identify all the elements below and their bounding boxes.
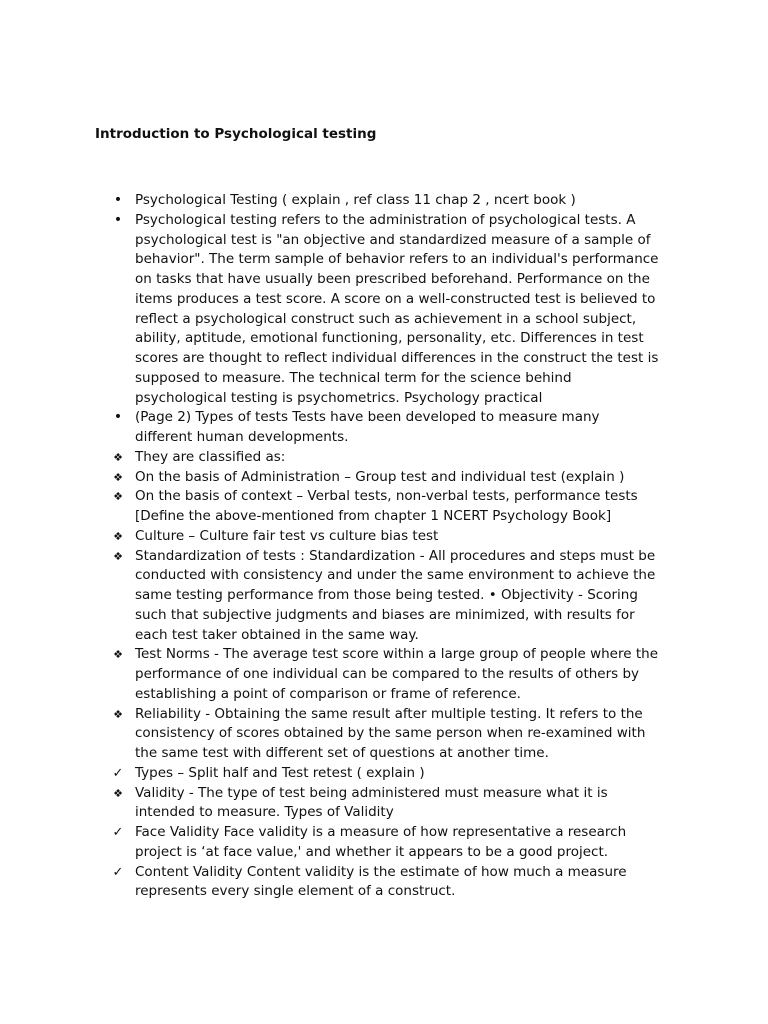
list-item-line: Reliability - Obtaining the same result after multiple testing. It refers to the (135, 705, 643, 722)
diamond-bullet-icon: ❖ (113, 470, 123, 484)
checkmark-icon: ✓ (112, 765, 124, 781)
bullet-icon: • (113, 409, 123, 426)
list-item-line: different human developments. (135, 429, 349, 445)
list-item (0, 448, 680, 468)
bullet-icon: • (113, 192, 123, 208)
list-item-line: psychological test is "an objective and standardized measure of a sample of (135, 231, 651, 248)
list-item-line: Psychological Testing ( explain , ref class 11 chap 2 , ncert book ) (135, 192, 576, 208)
diamond-bullet-icon: ❖ (113, 490, 123, 504)
list-item-line: On the basis of context – Verbal tests, non-verbal tests, performance tests (135, 488, 638, 505)
list-item-line: same testing performance from those being tested. • Objectivity - Scoring (135, 587, 638, 603)
list-item (0, 191, 680, 211)
list-item-line: conducted with consistency and under the same environment to achieve the (135, 567, 656, 584)
list-item-line: Psychological testing refers to the administration of psychological tests. A (135, 211, 636, 228)
list-item-line: Validity - The type of test being administered must measure what it is (135, 784, 608, 801)
list-item-line: scores are thought to reflect individual differences in the construct the test is (135, 350, 659, 366)
list-item-line: behavior". The term sample of behavior refers to an individual's performance (135, 251, 659, 268)
list-item-line: supposed to measure. The technical term for the science behind (135, 369, 572, 386)
list-item-line: performance of one individual can be compared to the results of others by (135, 666, 640, 682)
bullet-list (0, 191, 768, 902)
list-item-line: on tasks that have usually been prescribed beforehand. Performance on the (135, 271, 650, 287)
list-item (0, 863, 680, 903)
list-item-line: intended to measure. Types of Validity (135, 804, 394, 821)
list-item (0, 487, 680, 527)
bullet-icon: • (113, 211, 123, 228)
diamond-bullet-icon: ❖ (113, 648, 123, 662)
list-item-line: consistency of scores obtained by the same person when re-examined with (135, 725, 646, 742)
list-item-line: each test taker obtained in the same way. (135, 626, 419, 643)
list-item-line: reflect a psychological construct such as achievement in a school subject, (135, 310, 637, 327)
list-item-line: Test Norms - The average test score within a large group of people where the (135, 646, 658, 663)
diamond-bullet-icon: ❖ (113, 450, 123, 464)
list-item-line: ability, aptitude, emotional functioning, personality, etc. Differences in test (135, 330, 644, 347)
list-item-line: Types – Split half and Test retest ( explain ) (135, 764, 425, 781)
list-item (0, 645, 680, 704)
document-title: Introduction to Psychological testing (95, 126, 377, 142)
diamond-bullet-icon: ❖ (113, 549, 123, 563)
list-item-line: Culture – Culture fair test vs culture bias test (135, 527, 439, 544)
checkmark-icon: ✓ (112, 825, 124, 840)
list-item-line: Standardization of tests : Standardization - All procedures and steps must be (135, 547, 656, 564)
diamond-bullet-icon: ❖ (113, 786, 123, 800)
diamond-bullet-icon: ❖ (113, 529, 123, 543)
list-item-line: On the basis of Administration – Group test and individual test (explain ) (135, 468, 625, 485)
list-item-line: [Define the above-mentioned from chapter 1 NCERT Psychology Book] (135, 508, 612, 524)
list-item-line: project is ‘at face value,' and whether it appears to be a good project. (135, 843, 609, 860)
list-item-line: Content Validity Content validity is the estimate of how much a measure (135, 863, 627, 880)
list-item-line: represents every single element of a construct. (135, 883, 456, 900)
list-item (0, 211, 680, 409)
list-item-line: psychological testing is psychometrics. Psychology practical (135, 389, 543, 406)
checkmark-icon: ✓ (112, 864, 124, 880)
list-item (0, 784, 680, 824)
list-item-line: the same test with different set of questions at another time. (135, 745, 549, 761)
list-item-line: They are classified as: (135, 448, 286, 465)
list-item-line: (Page 2) Types of tests Tests have been developed to measure many (135, 409, 600, 426)
list-item (0, 408, 680, 448)
list-item (0, 705, 680, 764)
list-item (0, 547, 680, 646)
list-item-line: such that subjective judgments and biases are minimized, with results for (135, 606, 635, 623)
diamond-bullet-icon: ❖ (113, 707, 123, 721)
list-item (0, 823, 680, 863)
list-item-line: establishing a point of comparison or frame of reference. (135, 685, 521, 702)
list-item-line: Face Validity Face validity is a measure of how representative a research (135, 824, 627, 840)
list-item (0, 764, 680, 784)
list-item (0, 468, 680, 488)
list-item-line: items produces a test score. A score on a well-constructed test is believed to (135, 290, 656, 307)
list-item (0, 527, 680, 547)
